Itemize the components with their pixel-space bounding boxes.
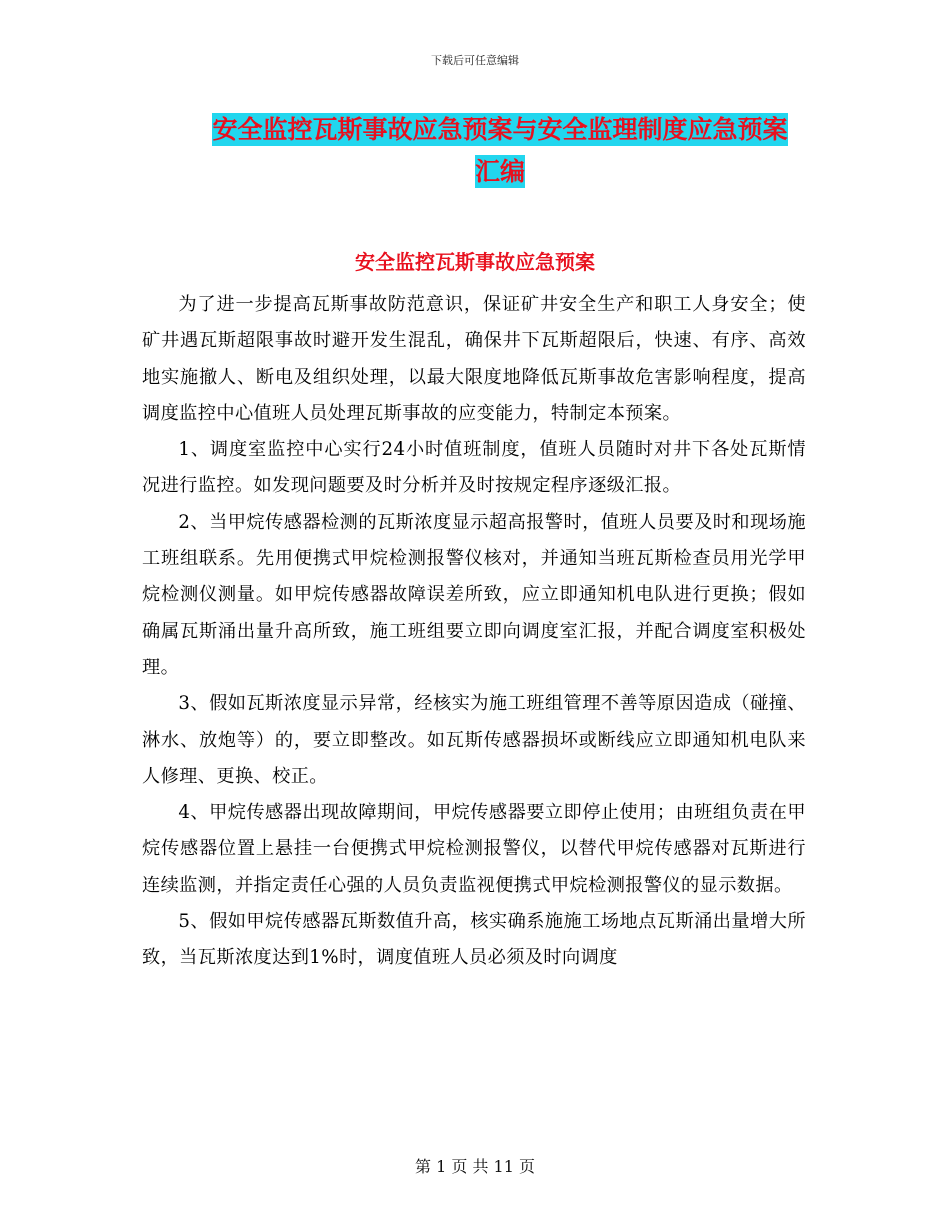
page-number: 第 1 页 共 11 页	[415, 1157, 535, 1176]
document-body	[142, 287, 806, 977]
document-title-line-1	[195, 110, 805, 150]
page-header-note: 下载后可任意编辑	[431, 54, 519, 67]
document-title-line-2	[195, 152, 805, 192]
paragraph-item-4: 4、甲烷传感器出现故障期间，甲烷传感器要立即停止使用；由班组负责在甲烷传感器位置上悬挂一台便携式甲烷检测报警仪，以替代甲烷传感器对瓦斯进行连续监测，并指定责任心强的人员负责监视便携式甲烷检测报警仪的显示数据。	[142, 802, 806, 896]
paragraph-intro: 为了进一步提高瓦斯事故防范意识，保证矿井安全生产和职工人身安全；使矿井遇瓦斯超限事故时避开发生混乱，确保井下瓦斯超限后，快速、有序、高效地实施撤人、断电及组织处理，以最大限度地降低瓦斯事故危害影响程度，提高调度监控中心值班人员处理瓦斯事故的应变能力，特制定本预案。	[142, 294, 806, 424]
paragraph-item-5: 5、假如甲烷传感器瓦斯数值升高，核实确系施施工场地点瓦斯涌出量增大所致，当瓦斯浓度达到1%时，调度值班人员必须及时向调度	[142, 911, 806, 969]
paragraph-item-1: 1、调度室监控中心实行24小时值班制度，值班人员随时对井下各处瓦斯情况进行监控。如发现问题要及时分析并及时按规定程序逐级汇报。	[142, 439, 806, 497]
title-highlight: 汇编	[474, 157, 525, 186]
title-highlight: 安全监控瓦斯事故应急预案与安全监理制度应急预案	[212, 115, 788, 144]
paragraph-item-3: 3、假如瓦斯浓度显示异常，经核实为施工班组管理不善等原因造成（碰撞、淋水、放炮等）的，要立即整改。如瓦斯传感器损坏或断线应立即通知机电队来人修理、更换、校正。	[142, 693, 806, 787]
paragraph-item-2: 2、当甲烷传感器检测的瓦斯浓度显示超高报警时，值班人员要及时和现场施工班组联系。先用便携式甲烷检测报警仪核对，并通知当班瓦斯检查员用光学甲烷检测仪测量。如甲烷传感器故障误差所致，应立即通知机电队进行更换；假如确属瓦斯涌出量升高所致，施工班组要立即向调度室汇报，并配合调度室积极处理。	[142, 511, 806, 678]
section-title: 安全监控瓦斯事故应急预案	[355, 250, 595, 274]
